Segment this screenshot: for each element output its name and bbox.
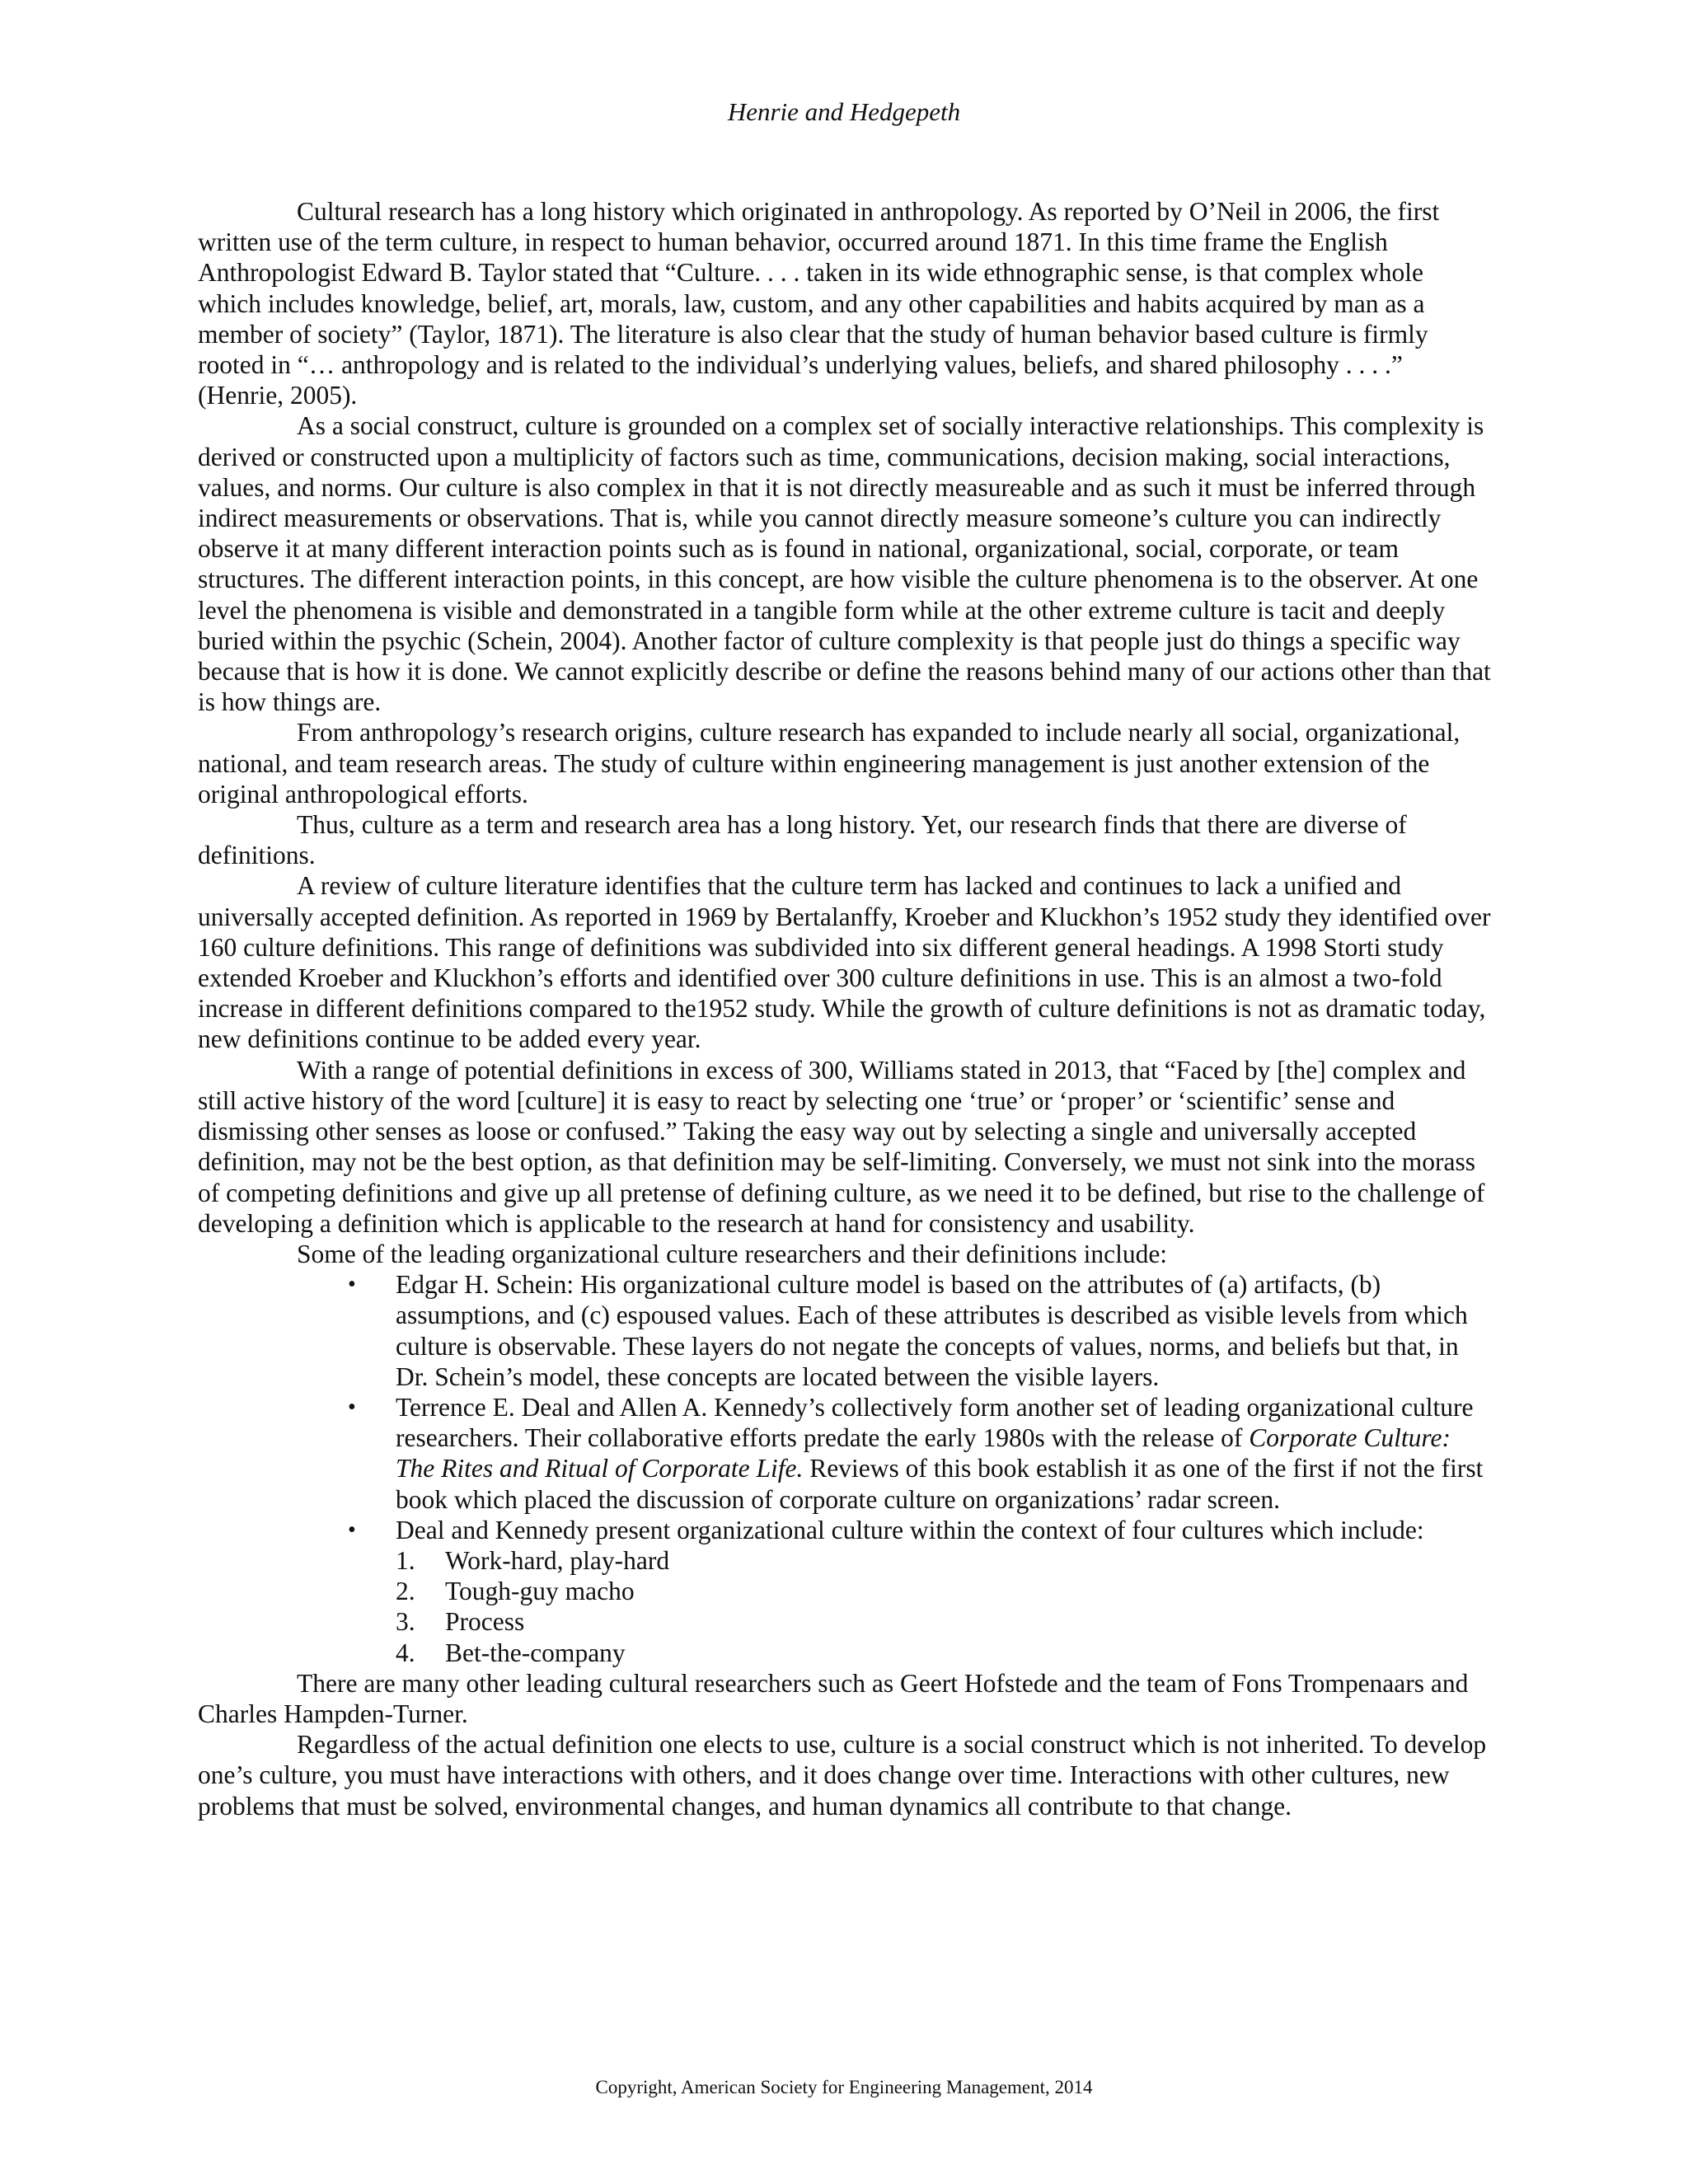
list-item [396,1606,1492,1637]
list-number: 3. [396,1607,415,1637]
list-item-text: Edgar H. Schein: His organizational culture model is based on the attributes of (a) artifacts, (b) assumptions, and (c) espoused values. Each of these attributes is described as visible levels from which culture is observable. These layers do not negate the concepts of values, norms, and beliefs but that, in Dr. Schein’s model, these concepts are located between the visible layers. [396,1270,1468,1391]
list-item [348,1392,1492,1515]
paragraph: From anthropology’s research origins, culture research has expanded to include nearly all social, organizational, national, and team research areas. The study of culture within engineering management is just another extension of the original anthropological efforts. [198,718,1461,808]
list-item-text: Work-hard, play-hard [445,1545,670,1575]
paragraph: With a range of potential definitions in excess of 300, Williams stated in 2013, that “Faced by [the] complex and still active history of the word [culture] it is easy to react by selecting one ‘true’ or ‘proper’ or ‘scientific’ sense and dismissing other senses as loose or confused.” Taking the easy way out by selecting a single and universally accepted definition, may not be the best option, as that definition may be self-limiting. Conversely, we must not sink into the morass of competing definitions and give up all pretense of defining culture, as we need it to be defined, but rise to the challenge of developing a definition which is applicable to the research at hand for consistency and usability. [198,1055,1485,1238]
list-item-text: Deal and Kennedy present organizational culture within the context of four cultures which include: [396,1515,1424,1544]
paragraph: Thus, culture as a term and research area has a long history. Yet, our research finds that there are diverse of definitions. [198,810,1407,870]
paragraph: A review of culture literature identifies that the culture term has lacked and continues to lack a unified and universally accepted definition. As reported in 1969 by Bertalanffy, Kroeber and Kluckhon’s 1952 study they identified over 160 culture definitions. This range of definitions was subdivided into six different general headings. A 1998 Storti study extended Kroeber and Kluckhon’s efforts and identified over 300 culture definitions in use. This is an almost a two-fold increase in different definitions compared to the1952 study. While the growth of culture definitions is not as dramatic today, new definitions continue to be added every year. [198,871,1491,1054]
paragraph: Regardless of the actual definition one elects to use, culture is a social construct which is not inherited. To develop one’s culture, you must have interactions with others, and it does change over time. Interactions with other cultures, new problems that must be solved, environmental changes, and human dynamics all contribute to that change. [198,1730,1487,1821]
bullet-icon: • [348,1394,356,1420]
bullet-icon: • [348,1272,356,1298]
culture-types-list [396,1545,1492,1668]
list-item [396,1576,1492,1606]
researcher-list [198,1269,1492,1668]
list-item-text: Terrence E. Deal and Allen A. Kennedy’s collectively form another set of leading organizational culture researchers. Their collaborative efforts predate the early 1980s with the release of [396,1392,1474,1453]
list-item-text: Tough-guy macho [445,1577,635,1606]
list-number: 2. [396,1577,415,1606]
list-item-text: Reviews of this book establish it as one of the first if not the first book which placed the discussion of corporate culture on organizations’ radar screen. [396,1454,1484,1514]
list-number: 1. [396,1545,415,1575]
book-title: Corporate Culture: The Rites and Ritual of Corporate Life. [396,1423,1451,1483]
paragraph: There are many other leading cultural researchers such as Geert Hofstede and the team of Fons Trompenaars and Charles Hampden-Turner. [198,1668,1469,1728]
list-number: 4. [396,1638,415,1667]
body-text [198,196,1492,1821]
copyright-footer: Copyright, American Society for Engineering Management, 2014 [595,2077,1093,2097]
paragraph: As a social construct, culture is grounded on a complex set of socially interactive relationships. This complexity is derived or constructed upon a multiplicity of factors such as time, communications, decision making, social interactions, values, and norms. Our culture is also complex in that it is not directly measureable and as such it must be inferred through indirect measurements or observations. That is, while you cannot directly measure someone’s culture you can indirectly observe it at many different interaction points such as is found in national, organizational, social, corporate, or team structures. The different interaction points, in this concept, are how visible the culture phenomena is to the observer. At one level the phenomena is visible and demonstrated in a tangible form while at the other extreme culture is tacit and deeply buried within the psychic (Schein, 2004). Another factor of culture complexity is that people just do things a specific way because that is how it is done. We cannot explicitly describe or define the reasons behind many of our actions other than that is how things are. [198,411,1491,717]
list-item-text: Bet-the-company [445,1638,626,1667]
paragraph: Some of the leading organizational culture researchers and their definitions include: [297,1239,1168,1268]
paragraph: Cultural research has a long history which originated in anthropology. As reported by O’Neil in 2006, the first written use of the term culture, in respect to human behavior, occurred around 1871. In this time frame the English Anthropologist Edward B. Taylor stated that “Culture. . . . taken in its wide ethnographic sense, is that complex whole which includes knowledge, belief, art, morals, law, custom, and any other capabilities and habits acquired by man as a member of society” (Taylor, 1871). The literature is also clear that the study of human behavior based culture is firmly rooted in “… anthropology and is related to the individual’s underlying values, beliefs, and shared philosophy . . . .” (Henrie, 2005). [198,197,1440,410]
list-item [396,1545,1492,1576]
list-item [348,1269,1492,1392]
list-item [348,1515,1492,1668]
list-item [396,1638,1492,1668]
bullet-icon: • [348,1516,356,1543]
running-header: Henrie and Hedgepeth [727,97,961,126]
list-item-text: Process [445,1607,525,1637]
